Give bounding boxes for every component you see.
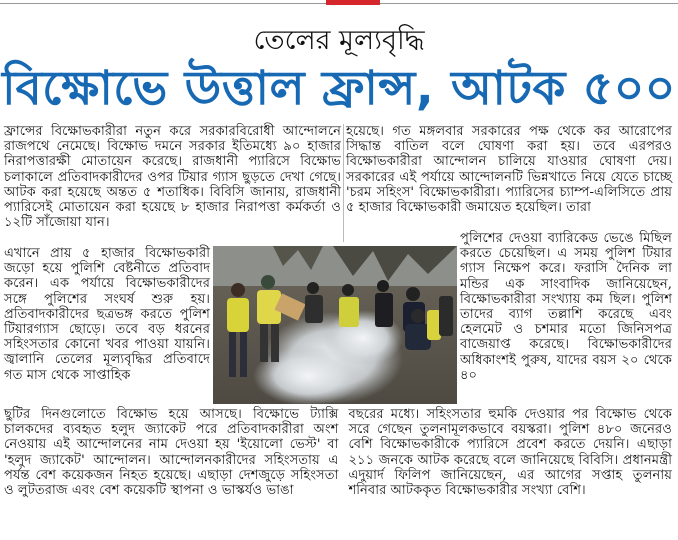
- article-text-right-top: হয়েছে। গত মঙ্গলবার সরকারের পক্ষ থেকে কর আরোপের সিদ্ধান্ত বাতিল বলে ঘোষণা করা হয়। তবে এরপরও বিক্ষোভকারীরা আন্দোলন চালিয়ে যাওয়ার ঘোষণা দেয়। সরকারের এই পর্যায়ে আন্দোলনটি ভিন্নখাতে নিয়ে যেতে চাচ্ছে 'চরম সহিংস' বিক্ষোভকারীরা। প্যারিসের চ্যাম্প-এলিসিতে প্রায় ৫ হাজার বিক্ষোভকারী জমায়েত হয়েছিল। তারা: [346, 124, 672, 216]
- protest-photo: [213, 246, 457, 404]
- article-text-bottom-right: বছরের মধ্যে। সহিংসতার হুমকি দেওয়ার পর বিক্ষোভ থেকে সরে গেছেন তুলনামূলকভাবে বয়স্করা। পুলিশ ৪৮০ জনেরও বেশি বিক্ষোভকারীকে প্যারিসে প্রবেশ করতে দেয়নি। এছাড়া ২১১ জনকে আটক করেছে বলে জানিয়েছে বিবিসি। প্রধানমন্ত্রী এদুয়ার্দ ফিলিপ জানিয়েছেন, এর আগের সপ্তাহ তুলনায় শনিবার আটককৃত বিক্ষোভকারীর সংখ্যা বেশি।: [348, 407, 672, 499]
- article-bottom-block: [4, 407, 672, 498]
- kicker: তেলের মূল্যবৃদ্ধি: [253, 25, 425, 56]
- article-text-left-top: ফ্রান্সের বিক্ষোভকারীরা নতুন করে সরকারবিরোধী আন্দোলনে রাজপথে নেমেছে। বিক্ষোভ দমনে সরকার ইতিমধ্যে ৯০ হাজার নিরাপত্তারক্ষী মোতায়েন করেছে। রাজধানী প্যারিসে বিক্ষোভ চলাকালে প্রতিবাদকারীদের ওপর টিয়ার গ্যাস ছুড়তে দেখা গেছে। আটক করা হয়েছে অন্তত ৫ শতাধিক। বিবিসি জানায়, রাজধানী প্যারিসেই মোতায়েন করা হয়েছে ৮ হাজার নিরাপত্তা কর্মকর্তা ও ১২টি সাঁজোয়া যান।: [4, 124, 341, 231]
- photo-illustration: [213, 246, 457, 404]
- red-accent-bar: [326, 0, 380, 5]
- article-text-bottom-left: ছুটির দিনগুলোতে বিক্ষোভ হয়ে আসছে। বিক্ষোভে ট্যাক্সি চালকদের ব্যবহৃত হলুদ জ্যাকেট পরে প্রতিবাদকারীরা অংশ নেওয়ায় এই আন্দোলনের নাম দেওয়া হয় 'ইয়োলো ভেস্ট' বা 'হলুদ জ্যাকেট' আন্দোলন। আন্দোলনকারীদের সহিংসতায় এ পর্যন্ত বেশ কয়েকজন নিহত হয়েছে। এছাড়া দেশজুড়ে সহিংসতা ও লুটতরাজ এবং বেশ কয়েকটি স্থাপনা ও ভাস্কর্যও ভাঙা: [4, 407, 339, 499]
- column-divider: [343, 124, 344, 242]
- article-text-right-wrap: পুলিশের দেওয়া ব্যারিকেড ভেঙে মিছিল করতে চেয়েছিল। এ সময় পুলিশ টিয়ার গ্যাস নিক্ষেপ করে। ফরাসি দৈনিক লা মন্ডির এক সাংবাদিক জানিয়েছেন, বিক্ষোভকারীরা সংখ্যায় কম ছিল। পুলিশ তাদের ব্যাগ তল্লাশি করেছে এবং হেলমেট ও চশমার মতো জিনিসপত্র বাজেয়াপ্ত করেছে। বিক্ষোভকারীদের অধিকাংশই পুরুষ, যাদের বয়স ২০ থেকে ৪০: [460, 231, 672, 383]
- headline: বিক্ষোভে উত্তাল ফ্রান্স, আটক ৫০০: [2, 61, 676, 116]
- top-rule: [0, 0, 678, 8]
- article-text-left-wrap: এখানে প্রায় ৫ হাজার বিক্ষোভকারী জড়ো হয়ে পুলিশি বেষ্টনীতে প্রতিবাদ করেন। এক পর্যায়ে বিক্ষোভকারীদের সঙ্গে পুলিশের সংঘর্ষ শুরু হয়। প্রতিবাদকারীদের ছত্রভঙ্গ করতে পুলিশ টিয়ারগ্যাস ছোড়ে। তবে বড় ধরনের সহিংসতার কোনো খবর পাওয়া যায়নি। জ্বালানি তেলের মূল্যবৃদ্ধির প্রতিবাদে গত মাস থেকে সাপ্তাহিক: [4, 246, 210, 383]
